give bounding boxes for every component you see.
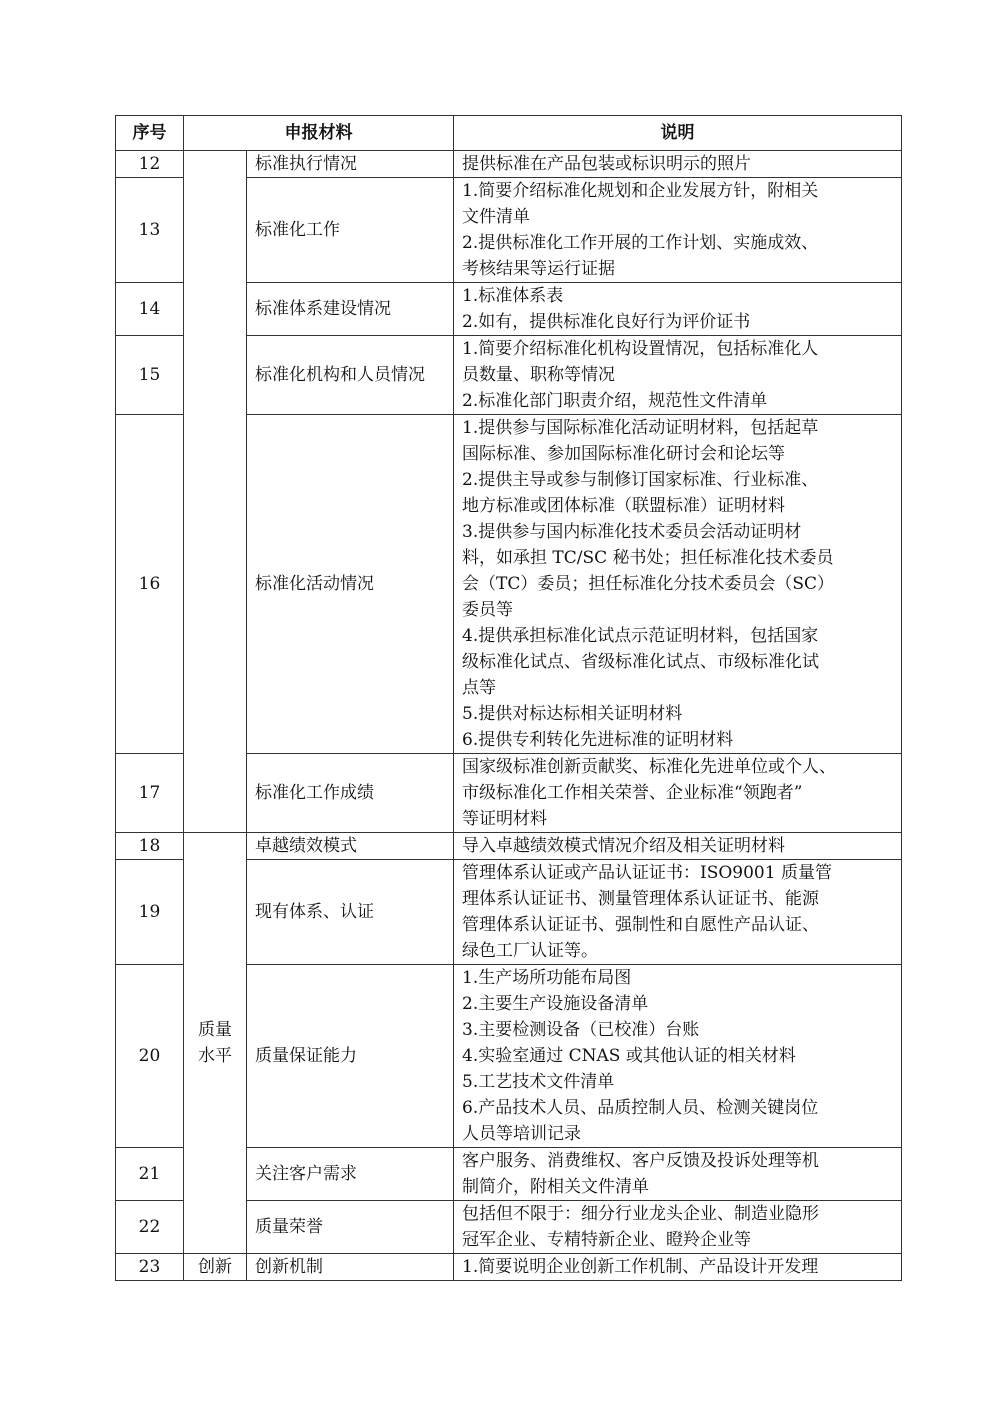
table-body bbox=[116, 151, 902, 1281]
desc-line: 管理体系认证证书、强制性和自愿性产品认证、 bbox=[462, 915, 819, 935]
row-item: 标准化机构和人员情况 bbox=[247, 336, 454, 415]
desc-line: 2.提供主导或参与制修订国家标准、行业标准、 bbox=[462, 470, 819, 490]
desc-line: 委员等 bbox=[462, 600, 513, 620]
desc-line: 地方标准或团体标准（联盟标准）证明材料 bbox=[462, 496, 785, 516]
category-cell-innovation: 创新 bbox=[184, 1254, 247, 1281]
header-desc: 说明 bbox=[454, 116, 902, 151]
row-number: 19 bbox=[116, 860, 184, 965]
table-row bbox=[116, 151, 902, 178]
row-desc bbox=[454, 1201, 902, 1254]
desc-line: 管理体系认证或产品认证证书：ISO9001 质量管 bbox=[462, 863, 832, 883]
desc-line: 5.工艺技术文件清单 bbox=[462, 1072, 615, 1092]
row-desc bbox=[454, 283, 902, 336]
row-number: 23 bbox=[116, 1254, 184, 1281]
row-number: 14 bbox=[116, 283, 184, 336]
category-cell-standardization bbox=[184, 151, 247, 833]
desc-line: 市级标准化工作相关荣誉、企业标准“领跑者” bbox=[462, 783, 803, 803]
row-number: 20 bbox=[116, 965, 184, 1148]
row-item: 关注客户需求 bbox=[247, 1148, 454, 1201]
desc-line: 2.提供标准化工作开展的工作计划、实施成效、 bbox=[462, 233, 819, 253]
desc-line: 2.如有，提供标准化良好行为评价证书 bbox=[462, 312, 751, 332]
desc-line: 人员等培训记录 bbox=[462, 1124, 581, 1144]
row-number: 18 bbox=[116, 833, 184, 860]
desc-line: 2.主要生产设施设备清单 bbox=[462, 994, 649, 1014]
row-desc bbox=[454, 1148, 902, 1201]
desc-line: 包括但不限于：细分行业龙头企业、制造业隐形 bbox=[462, 1204, 819, 1224]
row-desc bbox=[454, 415, 902, 754]
desc-line: 4.提供承担标准化试点示范证明材料，包括国家 bbox=[462, 626, 819, 646]
category-cell-quality bbox=[184, 833, 247, 1254]
desc-line: 会（TC）委员；担任标准化分技术委员会（SC） bbox=[462, 574, 834, 594]
row-desc bbox=[454, 178, 902, 283]
header-num: 序号 bbox=[116, 116, 184, 151]
desc-line: 提供标准在产品包装或标识明示的照片 bbox=[462, 154, 751, 174]
desc-line: 2.标准化部门职责介绍，规范性文件清单 bbox=[462, 391, 768, 411]
desc-line: 3.提供参与国内标准化技术委员会活动证明材 bbox=[462, 522, 802, 542]
desc-line: 等证明材料 bbox=[462, 809, 547, 829]
desc-line: 考核结果等运行证据 bbox=[462, 259, 615, 279]
row-desc bbox=[454, 754, 902, 833]
row-item: 标准体系建设情况 bbox=[247, 283, 454, 336]
desc-line: 国际标准、参加国际标准化研讨会和论坛等 bbox=[462, 444, 785, 464]
row-desc bbox=[454, 336, 902, 415]
desc-line: 理体系认证证书、测量管理体系认证证书、能源 bbox=[462, 889, 819, 909]
row-desc bbox=[454, 965, 902, 1148]
desc-line: 1.标准体系表 bbox=[462, 286, 564, 306]
row-desc bbox=[454, 833, 902, 860]
application-materials-table bbox=[115, 115, 902, 1281]
row-item: 现有体系、认证 bbox=[247, 860, 454, 965]
desc-line: 料，如承担 TC/SC 秘书处；担任标准化技术委员 bbox=[462, 548, 834, 568]
row-number: 21 bbox=[116, 1148, 184, 1201]
row-desc bbox=[454, 151, 902, 178]
table-header-row bbox=[116, 116, 902, 151]
desc-line: 客户服务、消费维权、客户反馈及投诉处理等机 bbox=[462, 1151, 819, 1171]
row-item: 创新机制 bbox=[247, 1254, 454, 1281]
row-number: 22 bbox=[116, 1201, 184, 1254]
desc-line: 6.提供专利转化先进标准的证明材料 bbox=[462, 730, 734, 750]
desc-line: 文件清单 bbox=[462, 207, 530, 227]
desc-line: 1.生产场所功能布局图 bbox=[462, 968, 632, 988]
desc-line: 级标准化试点、省级标准化试点、市级标准化试 bbox=[462, 652, 819, 672]
row-item: 标准化工作 bbox=[247, 178, 454, 283]
desc-line: 导入卓越绩效模式情况介绍及相关证明材料 bbox=[462, 836, 785, 856]
desc-line: 员数量、职称等情况 bbox=[462, 365, 615, 385]
desc-line: 1.简要介绍标准化规划和企业发展方针，附相关 bbox=[462, 181, 819, 201]
table-row bbox=[116, 1254, 902, 1281]
category-label-quality: 质量水平 bbox=[197, 1020, 232, 1066]
desc-line: 国家级标准创新贡献奖、标准化先进单位或个人、 bbox=[462, 757, 836, 777]
row-item: 标准执行情况 bbox=[247, 151, 454, 178]
row-number: 13 bbox=[116, 178, 184, 283]
row-number: 16 bbox=[116, 415, 184, 754]
desc-line: 4.实验室通过 CNAS 或其他认证的相关材料 bbox=[462, 1046, 796, 1066]
desc-line: 6.产品技术人员、品质控制人员、检测关键岗位 bbox=[462, 1098, 819, 1118]
desc-line: 1.简要介绍标准化机构设置情况，包括标准化人 bbox=[462, 339, 819, 359]
desc-line: 1.提供参与国际标准化活动证明材料，包括起草 bbox=[462, 418, 819, 438]
desc-line: 1.简要说明企业创新工作机制、产品设计开发理 bbox=[462, 1257, 819, 1277]
desc-line: 点等 bbox=[462, 678, 496, 698]
row-number: 15 bbox=[116, 336, 184, 415]
row-item: 标准化活动情况 bbox=[247, 415, 454, 754]
row-number: 12 bbox=[116, 151, 184, 178]
header-material: 申报材料 bbox=[184, 116, 454, 151]
row-item: 标准化工作成绩 bbox=[247, 754, 454, 833]
desc-line: 3.主要检测设备（已校准）台账 bbox=[462, 1020, 700, 1040]
row-number: 17 bbox=[116, 754, 184, 833]
row-desc bbox=[454, 1254, 902, 1281]
desc-line: 制简介，附相关文件清单 bbox=[462, 1177, 649, 1197]
row-desc bbox=[454, 860, 902, 965]
desc-line: 冠军企业、专精特新企业、瞪羚企业等 bbox=[462, 1230, 751, 1250]
desc-line: 5.提供对标达标相关证明材料 bbox=[462, 704, 683, 724]
desc-line: 绿色工厂认证等。 bbox=[462, 941, 598, 961]
table-row bbox=[116, 833, 902, 860]
row-item: 质量保证能力 bbox=[247, 965, 454, 1148]
row-item: 卓越绩效模式 bbox=[247, 833, 454, 860]
row-item: 质量荣誉 bbox=[247, 1201, 454, 1254]
